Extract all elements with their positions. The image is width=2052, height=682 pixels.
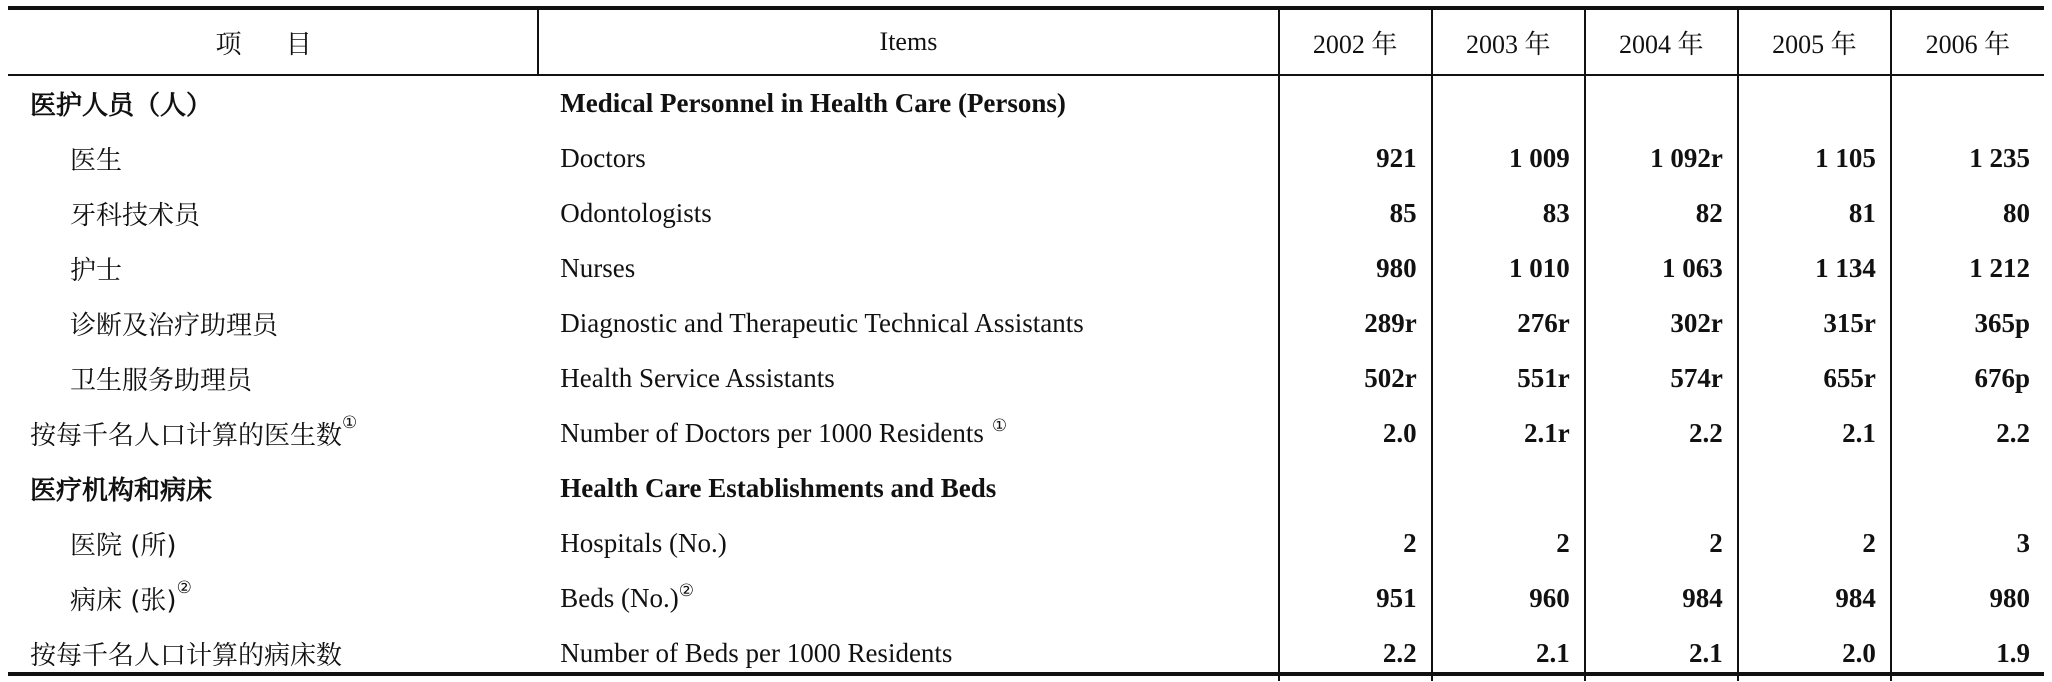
cell-value: 3 bbox=[1891, 516, 2044, 571]
cell-value: 574r bbox=[1585, 351, 1738, 406]
cell-value: 1 235 bbox=[1891, 131, 2044, 186]
cell-value: 980 bbox=[1891, 571, 2044, 626]
row-label-en: Beds (No.)② bbox=[560, 581, 694, 613]
footnote-marker: ② bbox=[176, 578, 192, 598]
table-row bbox=[8, 351, 2044, 406]
cell-value: 83 bbox=[1432, 186, 1585, 241]
table-body bbox=[8, 75, 2044, 681]
row-label-cn: 诊断及治疗助理员 bbox=[70, 311, 279, 341]
row-label-en: Health Care Establishments and Beds bbox=[560, 473, 997, 503]
cell-value: 2.2 bbox=[1585, 406, 1738, 461]
row-label-cn: 医护人员（人） bbox=[30, 91, 213, 121]
cell-value bbox=[1585, 75, 1738, 131]
cell-value: 2.2 bbox=[1279, 626, 1432, 681]
row-label-cn: 医生 bbox=[70, 146, 123, 176]
table-header-row bbox=[8, 10, 2044, 75]
table-row bbox=[8, 186, 2044, 241]
cell-value: 2.1r bbox=[1432, 406, 1585, 461]
cell-value: 2 bbox=[1585, 516, 1738, 571]
table-row bbox=[8, 296, 2044, 351]
section-row bbox=[8, 461, 2044, 516]
table-row bbox=[8, 516, 2044, 571]
table-row bbox=[8, 571, 2044, 626]
cell-value: 315r bbox=[1738, 296, 1891, 351]
cell-value: 984 bbox=[1738, 571, 1891, 626]
cell-value bbox=[1738, 461, 1891, 516]
cell-value: 2.0 bbox=[1738, 626, 1891, 681]
cell-value: 302r bbox=[1585, 296, 1738, 351]
cell-value: 1 010 bbox=[1432, 241, 1585, 296]
cell-value bbox=[1585, 461, 1738, 516]
row-label-en: Diagnostic and Therapeutic Technical Assistants bbox=[560, 308, 1084, 338]
header-items-en: Items bbox=[538, 10, 1278, 75]
footnote-marker: ① bbox=[991, 416, 1008, 435]
cell-value: 502r bbox=[1279, 351, 1432, 406]
cell-value: 2.1 bbox=[1432, 626, 1585, 681]
row-label-en: Odontologists bbox=[560, 198, 712, 228]
footnote-marker: ① bbox=[342, 413, 358, 433]
cell-value: 1 212 bbox=[1891, 241, 2044, 296]
cell-value: 1 092r bbox=[1585, 131, 1738, 186]
row-label-cn: 牙科技术员 bbox=[70, 201, 201, 231]
cell-value: 2.2 bbox=[1891, 406, 2044, 461]
cell-value: 2.1 bbox=[1738, 406, 1891, 461]
row-label-cn: 病床 (张)② bbox=[70, 578, 192, 616]
cell-value: 1.9 bbox=[1891, 626, 2044, 681]
row-label-cn: 医院 (所) bbox=[70, 531, 177, 561]
cell-value: 951 bbox=[1279, 571, 1432, 626]
header-items-cn: 项 目 bbox=[8, 10, 538, 75]
table-row bbox=[8, 241, 2044, 296]
cell-value: 1 105 bbox=[1738, 131, 1891, 186]
row-label-en: Number of Doctors per 1000 Residents ① bbox=[560, 416, 1008, 448]
cell-value bbox=[1279, 461, 1432, 516]
cell-value: 276r bbox=[1432, 296, 1585, 351]
cell-value: 2.0 bbox=[1279, 406, 1432, 461]
row-label-cn: 按每千名人口计算的医生数① bbox=[30, 413, 358, 451]
cell-value: 81 bbox=[1738, 186, 1891, 241]
cell-value: 551r bbox=[1432, 351, 1585, 406]
cell-value bbox=[1891, 461, 2044, 516]
health-statistics-table bbox=[8, 10, 2044, 681]
cell-value bbox=[1279, 75, 1432, 131]
row-label-cn: 护士 bbox=[70, 256, 123, 286]
statistics-table-frame bbox=[8, 6, 2044, 676]
cell-value: 85 bbox=[1279, 186, 1432, 241]
row-label-cn: 卫生服务助理员 bbox=[70, 366, 253, 396]
row-label-cn: 按每千名人口计算的病床数 bbox=[30, 641, 343, 671]
cell-value: 960 bbox=[1432, 571, 1585, 626]
cell-value: 984 bbox=[1585, 571, 1738, 626]
table-row bbox=[8, 131, 2044, 186]
table-row bbox=[8, 626, 2044, 681]
cell-value: 2 bbox=[1432, 516, 1585, 571]
cell-value: 1 009 bbox=[1432, 131, 1585, 186]
cell-value: 289r bbox=[1279, 296, 1432, 351]
header-year-2004: 2004 年 bbox=[1585, 10, 1738, 75]
cell-value: 365p bbox=[1891, 296, 2044, 351]
cell-value: 2.1 bbox=[1585, 626, 1738, 681]
cell-value bbox=[1432, 461, 1585, 516]
row-label-en: Hospitals (No.) bbox=[560, 528, 727, 558]
row-label-en: Nurses bbox=[560, 253, 636, 283]
section-row bbox=[8, 75, 2044, 131]
cell-value: 980 bbox=[1279, 241, 1432, 296]
row-label-cn: 医疗机构和病床 bbox=[30, 476, 213, 506]
cell-value: 1 134 bbox=[1738, 241, 1891, 296]
cell-value: 82 bbox=[1585, 186, 1738, 241]
row-label-en: Health Service Assistants bbox=[560, 363, 835, 393]
cell-value: 2 bbox=[1738, 516, 1891, 571]
header-year-2005: 2005 年 bbox=[1738, 10, 1891, 75]
table-row bbox=[8, 406, 2044, 461]
cell-value: 1 063 bbox=[1585, 241, 1738, 296]
row-label-en: Medical Personnel in Health Care (Persons) bbox=[560, 88, 1066, 118]
header-year-2003: 2003 年 bbox=[1432, 10, 1585, 75]
header-year-2006: 2006 年 bbox=[1891, 10, 2044, 75]
row-label-en: Number of Beds per 1000 Residents bbox=[560, 638, 953, 668]
cell-value bbox=[1738, 75, 1891, 131]
cell-value: 676p bbox=[1891, 351, 2044, 406]
cell-value: 2 bbox=[1279, 516, 1432, 571]
cell-value: 921 bbox=[1279, 131, 1432, 186]
footnote-marker: ② bbox=[678, 581, 694, 600]
row-label-en: Doctors bbox=[560, 143, 646, 173]
header-year-2002: 2002 年 bbox=[1279, 10, 1432, 75]
cell-value bbox=[1891, 75, 2044, 131]
cell-value: 655r bbox=[1738, 351, 1891, 406]
cell-value: 80 bbox=[1891, 186, 2044, 241]
cell-value bbox=[1432, 75, 1585, 131]
